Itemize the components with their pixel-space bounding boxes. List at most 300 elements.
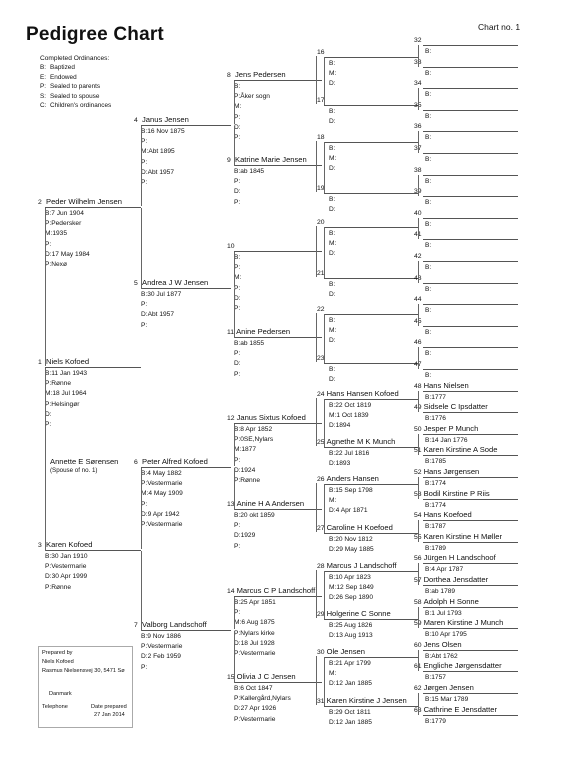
person-gen5-27-name — [317, 523, 393, 532]
connector-line — [316, 398, 317, 446]
gen6-birth: B:1787 — [425, 523, 446, 531]
person-number: 28 — [317, 563, 325, 570]
person-p3-detail: P:Vestermarie — [45, 563, 87, 571]
person-gen5-26-detail: D:4 Apr 1871 — [329, 506, 368, 514]
gen6-birth: B:1785 — [425, 458, 446, 466]
gen6-birth: B: — [425, 91, 432, 99]
connector-line — [141, 467, 231, 468]
person-p13-name — [227, 499, 304, 508]
gen6-name — [414, 424, 478, 433]
person-number: 47 — [414, 361, 422, 368]
person-number: 1 — [38, 359, 42, 366]
connector-line — [418, 347, 419, 369]
connector-line — [45, 368, 46, 551]
person-p2-detail: P: — [45, 240, 52, 248]
connector-line — [324, 142, 419, 143]
person-p1-detail: D: — [45, 410, 52, 418]
person-gen5-29-detail: B:25 Aug 1826 — [329, 622, 373, 629]
spouse-note: (Spouse of no. 1) — [50, 467, 98, 474]
gen6-birth: B:Abt 1762 — [425, 652, 458, 660]
connector-line — [423, 391, 518, 392]
person-p6-detail: P:Vestermarie — [141, 480, 183, 488]
person-p10-detail: P: — [234, 305, 241, 312]
person-name: Maren Kirstine J Munch — [423, 618, 504, 628]
connector-line — [234, 252, 235, 287]
person-number: 59 — [414, 620, 422, 628]
person-gen5-30-name — [317, 647, 365, 656]
person-number: 55 — [414, 533, 422, 541]
person-name: Janus Jensen — [142, 115, 189, 124]
person-gen5-22-name — [317, 304, 327, 313]
person-name: Olivia J C Jensen — [236, 672, 296, 681]
person-gen5-27-detail: B:20 Nov 1812 — [329, 536, 373, 543]
person-p13-detail: P: — [234, 542, 241, 550]
person-p10-detail: D: — [234, 294, 241, 302]
legend-code: B: — [40, 64, 47, 71]
gen6-birth: B: — [425, 307, 432, 315]
connector-line — [423, 563, 518, 564]
person-p5-detail: B:30 Jul 1877 — [141, 291, 182, 298]
person-gen5-17-name — [317, 95, 327, 104]
person-number: 21 — [317, 270, 325, 277]
gen6-birth: B: — [425, 177, 432, 185]
person-p1-detail: P:Helsingør — [45, 400, 80, 408]
person-p4-detail: P: — [141, 158, 148, 166]
person-name: Caroline H Koefoed — [326, 523, 393, 532]
connector-line — [423, 455, 518, 456]
connector-line — [324, 484, 419, 485]
gen6-name — [414, 640, 462, 649]
gen6-birth: B:1757 — [425, 674, 446, 682]
person-p4-name — [134, 115, 189, 124]
person-p14-name — [227, 586, 315, 595]
preparer-address: Rasmus Nielsensvej 30, 5471 Sø — [42, 668, 125, 674]
legend-heading: Completed Ordinances: — [40, 55, 110, 62]
connector-line — [423, 542, 518, 543]
connector-line — [234, 468, 235, 510]
person-name: Jesper P Munch — [423, 423, 479, 433]
connector-line — [234, 423, 322, 424]
connector-line — [324, 57, 419, 58]
person-p1-detail: M:18 Jul 1964 — [45, 390, 87, 398]
connector-line — [418, 693, 419, 715]
person-name: Cathrine E Jensdatter — [423, 704, 498, 714]
person-number: 32 — [414, 37, 422, 44]
person-gen5-29-name — [317, 609, 391, 618]
person-gen5-18-detail: D: — [329, 164, 336, 172]
person-p6-detail: D:9 Apr 1942 — [141, 510, 180, 518]
legend-code: E: — [40, 73, 47, 81]
gen6-name — [414, 489, 490, 498]
connector-line — [324, 57, 325, 105]
person-p6-detail: P:Vestermarie — [141, 521, 183, 528]
person-p2-detail: D:17 May 1984 — [45, 250, 90, 258]
person-p5-detail: D:Abt 1957 — [141, 311, 174, 319]
person-number: 12 — [227, 415, 235, 422]
connector-line — [316, 56, 317, 104]
connector-line — [141, 630, 231, 631]
person-p9-name — [227, 155, 307, 164]
gen6-name — [414, 165, 424, 174]
person-p15-detail: P:Kallergård,Nylars — [234, 695, 291, 703]
person-number: 33 — [414, 58, 422, 66]
connector-line — [423, 45, 518, 46]
gen6-birth: B:1774 — [425, 501, 446, 509]
connector-line — [423, 218, 518, 219]
gen6-name — [414, 78, 424, 87]
gen6-name — [414, 553, 496, 562]
connector-line — [423, 585, 518, 586]
legend-label: Children's ordinances — [50, 102, 112, 109]
person-p15-detail: P:Vestermarie — [234, 715, 276, 723]
gen6-name — [414, 381, 469, 390]
person-gen5-24-name — [317, 389, 399, 398]
person-number: 18 — [317, 134, 325, 141]
person-name: Bodil Kirstine P Riis — [423, 488, 490, 498]
person-gen5-25-detail: B:22 Jul 1816 — [329, 450, 370, 457]
connector-line — [324, 227, 419, 228]
person-number: 36 — [414, 123, 422, 131]
gen6-birth: B: — [425, 220, 432, 228]
person-number: 35 — [414, 101, 422, 109]
person-number: 10 — [227, 243, 235, 250]
person-p12-detail: B:8 Apr 1852 — [234, 426, 273, 433]
person-p6-name — [134, 457, 208, 466]
prepared-label: Prepared by — [42, 650, 73, 656]
legend-item — [40, 83, 100, 90]
person-p15-detail: B:6 Oct 1847 — [234, 685, 273, 692]
person-p10-detail: M: — [234, 274, 242, 282]
connector-line — [141, 208, 142, 289]
person-p12-detail: P:Rønne — [234, 477, 261, 484]
gen6-name — [414, 705, 497, 714]
connector-line — [45, 207, 141, 208]
connector-line — [423, 239, 518, 240]
gen6-name — [414, 510, 472, 519]
gen6-name — [414, 35, 424, 44]
person-p4-detail: B:16 Nov 1875 — [141, 128, 185, 135]
connector-line — [423, 650, 518, 651]
person-p4-detail: P: — [141, 138, 148, 146]
person-number: 17 — [317, 97, 325, 104]
gen6-name — [414, 445, 497, 454]
person-gen5-26-name — [317, 474, 379, 483]
connector-line — [324, 314, 419, 315]
person-p14-detail: D:18 Jul 1928 — [234, 639, 275, 647]
connector-line — [316, 483, 317, 532]
connector-line — [418, 175, 419, 197]
person-p2-detail: M:1935 — [45, 230, 67, 238]
person-gen5-28-detail: D:26 Sep 1890 — [329, 593, 373, 601]
connector-line — [324, 706, 419, 707]
person-name: Hans Hansen Kofoed — [326, 389, 399, 398]
connector-line — [234, 165, 322, 166]
person-name: Marcus C P Landschoff — [236, 586, 316, 595]
spouse-name: Annette E Sørensen — [50, 457, 119, 466]
gen6-name — [414, 402, 488, 411]
person-name: Jürgen H Landschoof — [423, 553, 496, 563]
page-title: Pedigree Chart — [26, 24, 164, 45]
person-gen5-28-detail: M:12 Sep 1849 — [329, 583, 374, 591]
connector-line — [423, 131, 518, 132]
person-p13-detail: P: — [234, 522, 241, 530]
connector-line — [423, 304, 518, 305]
person-number: 41 — [414, 231, 422, 239]
connector-line — [234, 509, 322, 510]
person-p2-detail: P:Nexø — [45, 261, 67, 268]
person-name: Agnethe M K Munch — [326, 437, 396, 446]
person-p13-detail: B:20 okt 1859 — [234, 512, 275, 519]
person-name: Holgerine C Sonne — [326, 609, 391, 618]
person-p10-detail: P: — [234, 284, 241, 292]
person-p8-detail: P: — [234, 113, 241, 121]
person-p8-detail: B: — [234, 83, 241, 90]
connector-line — [324, 657, 325, 706]
gen6-name — [414, 618, 503, 627]
person-number: 43 — [414, 274, 422, 282]
telephone-label: Telephone — [42, 704, 68, 710]
person-number: 37 — [414, 145, 422, 152]
person-number: 20 — [317, 219, 325, 226]
person-gen5-27-detail: D:29 May 1885 — [329, 545, 374, 553]
person-number: 23 — [317, 355, 325, 362]
connector-line — [316, 313, 317, 362]
gen6-birth: B:14 Jan 1776 — [425, 436, 468, 444]
person-number: 6 — [134, 459, 138, 466]
person-p7-detail: D:2 Feb 1959 — [141, 653, 181, 661]
person-gen5-22-detail: B: — [329, 317, 336, 324]
gen6-birth: B:10 Apr 1795 — [425, 631, 467, 639]
person-number: 31 — [317, 698, 325, 705]
connector-line — [423, 88, 518, 89]
prepared-by-box — [38, 646, 133, 728]
person-p11-detail: P: — [234, 370, 241, 378]
connector-line — [324, 571, 419, 572]
connector-line — [423, 693, 518, 694]
person-p6-detail: B:4 May 1882 — [141, 470, 182, 477]
gen6-birth: B:1777 — [425, 393, 446, 401]
person-gen5-19-detail: D: — [329, 205, 336, 213]
person-p11-name — [227, 327, 290, 336]
legend-item — [40, 74, 77, 81]
legend-label: Sealed to parents — [50, 83, 101, 90]
connector-line — [324, 533, 419, 534]
connector-line — [324, 657, 419, 658]
person-number: 46 — [414, 339, 422, 347]
connector-line — [418, 304, 419, 326]
gen6-name — [414, 121, 424, 130]
person-name: Anine H A Andersen — [236, 499, 305, 508]
person-p5-detail: P: — [141, 321, 148, 329]
person-p3-name — [38, 540, 92, 549]
preparer-country: Danmark — [49, 691, 72, 697]
person-p13-detail: D:1929 — [234, 532, 256, 540]
person-gen5-22-detail: D: — [329, 336, 336, 344]
person-name: Jens Pedersen — [235, 70, 286, 79]
gen6-birth: B:1789 — [425, 544, 446, 552]
connector-line — [234, 80, 322, 81]
person-number: 30 — [317, 649, 325, 656]
person-number: 44 — [414, 296, 422, 304]
person-gen5-22-detail: M: — [329, 326, 337, 334]
person-p7-detail: B:9 Nov 1886 — [141, 633, 181, 640]
connector-line — [141, 125, 231, 126]
person-p14-detail: P:Vestermarie — [234, 650, 276, 657]
person-gen5-18-detail: B: — [329, 145, 336, 152]
gen6-birth: B: — [425, 242, 432, 250]
person-p2-name — [38, 197, 122, 206]
person-name: Karen Kirstine H Møller — [423, 531, 503, 541]
person-p5-detail: P: — [141, 301, 148, 309]
person-gen5-29-detail: D:13 Aug 1913 — [329, 631, 373, 639]
person-p1-detail: P: — [45, 421, 52, 428]
person-name: Engliche Jørgensdatter — [423, 661, 502, 671]
person-number: 45 — [414, 317, 422, 325]
connector-line — [423, 671, 518, 672]
gen6-name — [414, 661, 502, 670]
person-gen5-19-name — [317, 183, 327, 192]
connector-line — [324, 363, 419, 364]
gen6-name — [414, 294, 424, 303]
person-p11-detail: D: — [234, 360, 241, 368]
gen6-birth: B:4 Apr 1787 — [425, 566, 464, 574]
connector-line — [423, 607, 518, 608]
person-number: 25 — [317, 439, 325, 446]
person-name: Hans Koefoed — [423, 510, 472, 520]
connector-line — [418, 563, 419, 585]
person-p10-detail: P: — [234, 264, 241, 272]
person-p15-detail: D:27 Apr 1926 — [234, 705, 277, 713]
connector-line — [141, 288, 231, 289]
person-number: 53 — [414, 490, 422, 498]
legend-label: Endowed — [50, 73, 77, 81]
person-p10-detail: B: — [234, 254, 241, 261]
connector-line — [316, 656, 317, 705]
person-number: 16 — [317, 49, 325, 56]
person-gen5-21-name — [317, 268, 327, 277]
person-p4-detail: D:Abt 1957 — [141, 168, 174, 176]
person-gen5-24-detail: B:22 Oct 1819 — [329, 402, 372, 409]
person-gen5-17-detail: D: — [329, 117, 336, 125]
person-gen5-16-name — [317, 47, 327, 56]
person-p9-detail: P: — [234, 198, 241, 206]
person-p3-detail: P:Rønne — [45, 583, 72, 591]
gen6-name — [414, 467, 479, 476]
person-name: Jørgen Jensen — [423, 683, 474, 692]
person-name: Valborg Landschoff — [142, 620, 207, 629]
person-p3-detail: B:30 Jan 1910 — [45, 553, 88, 560]
connector-line — [324, 619, 419, 620]
connector-line — [324, 571, 325, 619]
connector-line — [423, 369, 518, 370]
person-p7-name — [134, 620, 207, 629]
connector-line — [423, 477, 518, 478]
person-p14-detail: M:6 Aug 1875 — [234, 619, 275, 627]
connector-line — [418, 218, 419, 240]
gen6-birth: B: — [425, 134, 432, 142]
legend-item — [40, 64, 75, 71]
person-number: 8 — [227, 72, 231, 79]
person-gen5-23-detail: B: — [329, 366, 336, 373]
person-p6-detail: M:4 May 1909 — [141, 490, 183, 498]
connector-line — [423, 520, 518, 521]
gen6-birth: B: — [425, 199, 432, 207]
person-number: 14 — [227, 588, 235, 595]
person-p14-detail: B:25 Apr 1851 — [234, 599, 276, 606]
preparer-name: Niels Kofoed — [42, 659, 74, 665]
gen6-birth: B:1779 — [425, 717, 446, 725]
person-gen5-28-name — [317, 561, 397, 570]
person-name: Sidsele C Ipsdatter — [423, 402, 488, 412]
person-gen5-18-name — [317, 132, 327, 141]
person-gen5-16-detail: B: — [329, 60, 336, 67]
person-number: 11 — [227, 329, 235, 336]
person-gen5-21-detail: B: — [329, 281, 336, 288]
person-gen5-23-detail: D: — [329, 375, 336, 383]
person-gen5-19-detail: B: — [329, 196, 336, 203]
person-p7-detail: P: — [141, 663, 148, 671]
connector-line — [324, 447, 419, 448]
person-number: 4 — [134, 117, 138, 124]
connector-line — [234, 289, 235, 338]
connector-line — [423, 715, 518, 716]
person-p12-detail: P:0SE,Nylars — [234, 436, 274, 444]
person-gen5-31-detail: D:12 Jan 1885 — [329, 718, 372, 726]
person-p1-detail: B:11 Jan 1943 — [45, 370, 88, 377]
person-gen5-31-detail: B:29 Oct 1811 — [329, 709, 371, 716]
person-name: Adolph H Sonne — [423, 596, 479, 606]
gen6-name — [414, 575, 488, 584]
connector-line — [418, 45, 419, 67]
person-name: Hans Jørgensen — [423, 467, 480, 476]
person-number: 15 — [227, 674, 235, 681]
connector-line — [423, 67, 518, 68]
person-p8-detail: P:Åker sogn — [234, 93, 270, 101]
connector-line — [316, 570, 317, 618]
person-p6-detail: P: — [141, 500, 148, 508]
gen6-name — [414, 251, 424, 260]
connector-line — [423, 628, 518, 629]
person-number: 56 — [414, 555, 422, 563]
person-p7-detail: P:Vestermarie — [141, 643, 183, 651]
connector-line — [423, 347, 518, 348]
connector-line — [418, 650, 419, 672]
connector-line — [324, 314, 325, 363]
gen6-birth: B:15 Mar 1789 — [425, 696, 469, 703]
person-number: 48 — [414, 382, 422, 390]
person-number: 51 — [414, 447, 422, 455]
person-gen5-30-detail: B:21 Apr 1799 — [329, 660, 371, 667]
person-gen5-30-detail: D:12 Jan 1885 — [329, 679, 372, 687]
connector-line — [423, 499, 518, 500]
person-gen5-18-detail: M: — [329, 154, 337, 162]
person-number: 19 — [317, 185, 325, 192]
connector-line — [141, 126, 142, 206]
person-number: 54 — [414, 512, 422, 520]
connector-line — [418, 607, 419, 629]
connector-line — [418, 261, 419, 283]
gen6-birth: B: — [425, 372, 432, 379]
person-number: 58 — [414, 598, 422, 606]
person-gen5-25-name — [317, 437, 395, 446]
gen6-name — [414, 683, 474, 692]
person-number: 22 — [317, 306, 325, 313]
person-name: Peder Wilhelm Jensen — [46, 197, 122, 206]
connector-line — [423, 412, 518, 413]
connector-line — [418, 131, 419, 153]
person-number: 2 — [38, 199, 42, 206]
chart-number: Chart no. 1 — [478, 22, 521, 32]
